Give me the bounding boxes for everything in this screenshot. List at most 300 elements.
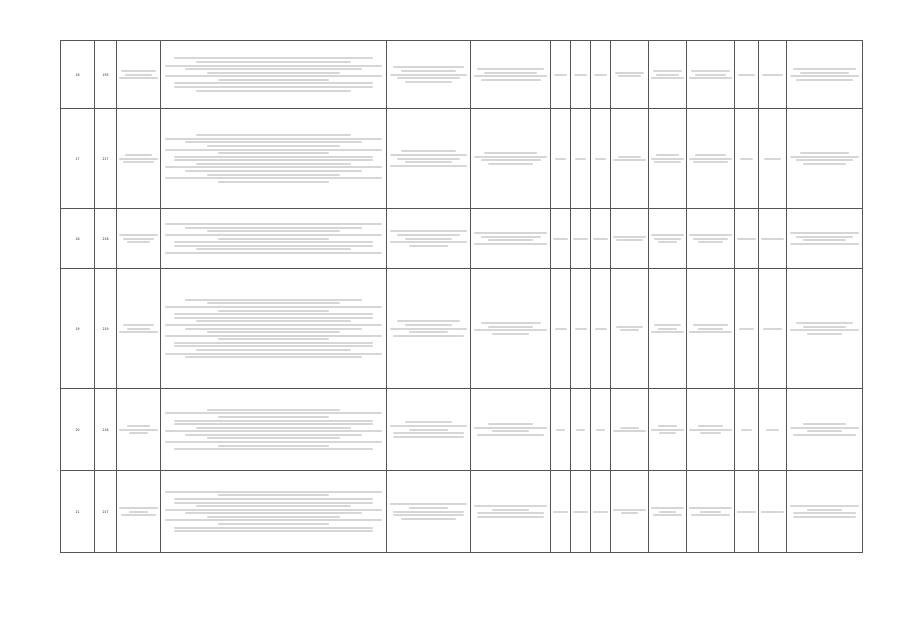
carrier-info <box>787 389 863 471</box>
illegible-text-line <box>174 241 373 243</box>
row-number <box>61 41 95 109</box>
route-length <box>551 109 571 209</box>
illegible-text-line <box>174 448 373 450</box>
illegible-text-line <box>803 423 846 425</box>
illegible-text-line <box>618 156 641 158</box>
stops-back <box>471 209 551 269</box>
tariff-type <box>649 471 687 553</box>
illegible-text-line <box>474 156 548 158</box>
illegible-text-line <box>474 232 548 234</box>
illegible-text-line <box>477 434 545 436</box>
boarding-order <box>611 471 649 553</box>
stops-forward <box>387 471 471 553</box>
illegible-text-line <box>174 245 373 247</box>
illegible-text-line <box>207 409 340 411</box>
illegible-text-line <box>174 498 373 500</box>
stops-back <box>471 471 551 553</box>
registration-number <box>95 41 117 109</box>
illegible-text-line <box>689 234 731 236</box>
illegible-text-line <box>207 145 340 147</box>
illegible-text-line <box>651 77 683 79</box>
illegible-text-line <box>405 161 452 163</box>
illegible-text-line <box>196 427 351 429</box>
vehicle-count <box>735 209 759 269</box>
registration-number <box>95 109 117 209</box>
illegible-text-line <box>651 507 683 509</box>
illegible-text-line <box>165 430 382 432</box>
illegible-text-line <box>207 230 340 232</box>
illegible-text-line <box>620 427 640 429</box>
illegible-text-line <box>793 512 857 514</box>
illegible-text-line <box>763 328 781 330</box>
row-number-text: 19 <box>75 326 80 331</box>
illegible-text-line <box>185 434 362 436</box>
registration-number <box>95 389 117 471</box>
table-row <box>61 389 863 471</box>
illegible-text-line <box>119 77 157 79</box>
route-length <box>551 389 571 471</box>
illegible-text-line <box>174 345 373 347</box>
illegible-text-line <box>196 505 351 507</box>
vehicle-class <box>687 269 735 389</box>
illegible-text-line <box>409 331 449 333</box>
illegible-text-line <box>393 432 464 434</box>
illegible-text-line <box>196 61 351 63</box>
illegible-text-line <box>738 74 755 76</box>
illegible-text-line <box>405 238 452 240</box>
table-body <box>61 41 863 553</box>
route-interval <box>591 109 611 209</box>
boarding-order <box>611 209 649 269</box>
illegible-text-line <box>165 177 382 179</box>
illegible-text-line <box>218 310 329 312</box>
illegible-text-line <box>218 523 329 525</box>
illegible-text-line <box>405 421 452 423</box>
illegible-text-line <box>556 429 565 431</box>
illegible-text-line <box>613 236 645 238</box>
illegible-text-line <box>196 163 351 165</box>
illegible-text-line <box>474 505 548 507</box>
illegible-text-line <box>123 161 154 163</box>
route-name <box>117 41 161 109</box>
row-number <box>61 109 95 209</box>
illegible-text-line <box>595 328 607 330</box>
route-name <box>117 471 161 553</box>
illegible-text-line <box>793 516 857 518</box>
illegible-text-line <box>174 317 373 319</box>
illegible-text-line <box>659 432 676 434</box>
illegible-text-line <box>390 241 467 243</box>
illegible-text-line <box>185 227 362 229</box>
illegible-text-line <box>593 511 608 513</box>
illegible-text-line <box>484 72 537 74</box>
illegible-text-line <box>401 150 456 152</box>
illegible-text-line <box>207 516 340 518</box>
illegible-text-line <box>185 141 362 143</box>
illegible-text-line <box>174 156 373 158</box>
illegible-text-line <box>185 328 362 330</box>
illegible-text-line <box>800 152 850 154</box>
illegible-text-line <box>174 313 373 315</box>
illegible-text-line <box>474 243 548 245</box>
illegible-text-line <box>616 239 642 241</box>
illegible-text-line <box>393 335 464 337</box>
illegible-text-line <box>119 429 157 431</box>
illegible-text-line <box>796 79 853 81</box>
registration-number-text: 217 <box>102 156 109 161</box>
illegible-text-line <box>658 328 678 330</box>
route-name <box>117 269 161 389</box>
route-time <box>571 389 591 471</box>
illegible-text-line <box>737 511 756 513</box>
illegible-text-line <box>654 238 680 240</box>
illegible-text-line <box>218 181 329 183</box>
registration-number <box>95 471 117 553</box>
illegible-text-line <box>207 174 340 176</box>
illegible-text-line <box>595 158 606 160</box>
vehicle-count <box>735 41 759 109</box>
illegible-text-line <box>119 331 157 333</box>
illegible-text-line <box>689 331 731 333</box>
illegible-text-line <box>185 512 362 514</box>
carrier-info <box>787 471 863 553</box>
illegible-text-line <box>165 509 382 511</box>
illegible-text-line <box>613 159 645 161</box>
illegible-text-line <box>762 74 783 76</box>
route-time <box>571 269 591 389</box>
vehicle-class <box>687 109 735 209</box>
illegible-text-line <box>165 75 382 77</box>
illegible-text-line <box>477 516 545 518</box>
row-number-text: 20 <box>75 427 80 432</box>
illegible-text-line <box>390 503 467 505</box>
row-number-text: 18 <box>75 236 80 241</box>
route-name <box>117 209 161 269</box>
route-time <box>571 109 591 209</box>
illegible-text-line <box>405 81 452 83</box>
illegible-text-line <box>218 494 329 496</box>
illegible-text-line <box>165 519 382 521</box>
route-interval <box>591 41 611 109</box>
illegible-text-line <box>593 238 608 240</box>
table-row <box>61 41 863 109</box>
illegible-text-line <box>397 77 460 79</box>
illegible-text-line <box>555 328 567 330</box>
illegible-text-line <box>185 170 362 172</box>
illegible-text-line <box>492 333 530 335</box>
illegible-text-line <box>689 507 731 509</box>
tariff-type <box>649 269 687 389</box>
illegible-text-line <box>174 502 373 504</box>
route-name <box>117 109 161 209</box>
illegible-text-line <box>405 324 452 326</box>
illegible-text-line <box>695 74 725 76</box>
illegible-text-line <box>695 154 725 156</box>
illegible-text-line <box>218 416 329 418</box>
row-number <box>61 471 95 553</box>
route-interval <box>591 269 611 389</box>
illegible-text-line <box>555 158 566 160</box>
illegible-text-line <box>689 158 731 160</box>
illegible-text-line <box>196 320 351 322</box>
illegible-text-line <box>488 239 533 241</box>
illegible-text-line <box>218 238 329 240</box>
illegible-text-line <box>700 511 722 513</box>
illegible-text-line <box>123 324 154 326</box>
row-number <box>61 269 95 389</box>
illegible-text-line <box>390 154 467 156</box>
illegible-text-line <box>484 152 537 154</box>
illegible-text-line <box>119 507 157 509</box>
illegible-text-line <box>218 79 329 81</box>
illegible-text-line <box>165 353 382 355</box>
illegible-text-line <box>803 239 846 241</box>
illegible-text-line <box>576 429 585 431</box>
route-interval <box>591 209 611 269</box>
carrier-info <box>787 209 863 269</box>
table-row <box>61 109 863 209</box>
illegible-text-line <box>393 66 464 68</box>
illegible-text-line <box>761 238 784 240</box>
illegible-text-line <box>790 505 860 507</box>
stops-forward <box>387 209 471 269</box>
illegible-text-line <box>121 70 156 72</box>
illegible-text-line <box>174 420 373 422</box>
illegible-text-line <box>165 149 382 151</box>
illegible-text-line <box>174 530 373 532</box>
illegible-text-line <box>165 335 382 337</box>
illegible-text-line <box>481 236 541 238</box>
illegible-text-line <box>488 326 533 328</box>
illegible-text-line <box>741 429 752 431</box>
registration-number-text: 216 <box>102 427 109 432</box>
illegible-text-line <box>123 238 154 240</box>
illegible-text-line <box>196 349 351 351</box>
boarding-order <box>611 41 649 109</box>
illegible-text-line <box>125 154 152 156</box>
illegible-text-line <box>796 236 853 238</box>
illegible-text-line <box>803 163 846 165</box>
illegible-text-line <box>739 328 754 330</box>
illegible-text-line <box>174 57 373 59</box>
row-number <box>61 209 95 269</box>
illegible-text-line <box>174 86 373 88</box>
tariff-type <box>649 109 687 209</box>
illegible-text-line <box>127 425 150 427</box>
stops-forward <box>387 109 471 209</box>
illegible-text-line <box>790 156 860 158</box>
illegible-text-line <box>165 412 382 414</box>
illegible-text-line <box>613 430 645 432</box>
illegible-text-line <box>659 511 676 513</box>
illegible-text-line <box>492 509 530 511</box>
illegible-text-line <box>740 158 753 160</box>
illegible-text-line <box>165 324 382 326</box>
illegible-text-line <box>737 238 756 240</box>
illegible-text-line <box>185 68 362 70</box>
illegible-text-line <box>393 514 464 516</box>
illegible-text-line <box>573 238 588 240</box>
illegible-text-line <box>196 134 351 136</box>
illegible-text-line <box>596 429 605 431</box>
illegible-text-line <box>651 158 683 160</box>
illegible-text-line <box>207 331 340 333</box>
illegible-text-line <box>397 234 460 236</box>
start-date <box>759 471 787 553</box>
illegible-text-line <box>174 82 373 84</box>
stops-back <box>471 389 551 471</box>
carrier-info <box>787 109 863 209</box>
stops-forward <box>387 389 471 471</box>
illegible-text-line <box>553 238 568 240</box>
start-date <box>759 389 787 471</box>
table-row <box>61 471 863 553</box>
illegible-text-line <box>174 423 373 425</box>
illegible-text-line <box>573 511 588 513</box>
route-path <box>161 209 387 269</box>
illegible-text-line <box>574 74 588 76</box>
illegible-text-line <box>689 77 731 79</box>
illegible-text-line <box>390 74 467 76</box>
row-number-text: 16 <box>75 72 80 77</box>
illegible-text-line <box>401 70 456 72</box>
registration-number-text: 217 <box>102 509 109 514</box>
illegible-text-line <box>698 241 724 243</box>
illegible-text-line <box>653 514 683 516</box>
illegible-text-line <box>796 322 853 324</box>
illegible-text-line <box>656 74 679 76</box>
illegible-text-line <box>207 437 340 439</box>
illegible-text-line <box>165 441 382 443</box>
registration-number-text: 218 <box>102 236 109 241</box>
route-length <box>551 269 571 389</box>
illegible-text-line <box>409 429 449 431</box>
illegible-text-line <box>127 328 150 330</box>
illegible-text-line <box>165 166 382 168</box>
illegible-text-line <box>790 75 860 77</box>
illegible-text-line <box>698 425 724 427</box>
illegible-text-line <box>693 238 727 240</box>
illegible-text-line <box>658 241 678 243</box>
illegible-text-line <box>125 74 152 76</box>
illegible-text-line <box>196 90 351 92</box>
illegible-text-line <box>764 158 780 160</box>
illegible-text-line <box>393 436 464 438</box>
route-name <box>117 389 161 471</box>
row-number <box>61 389 95 471</box>
illegible-text-line <box>174 527 373 529</box>
illegible-text-line <box>554 74 568 76</box>
illegible-text-line <box>165 234 382 236</box>
illegible-text-line <box>615 72 645 74</box>
illegible-text-line <box>693 324 727 326</box>
illegible-text-line <box>594 74 608 76</box>
illegible-text-line <box>185 299 362 301</box>
illegible-text-line <box>651 429 683 431</box>
stops-back <box>471 109 551 209</box>
illegible-text-line <box>654 161 680 163</box>
tariff-type <box>649 41 687 109</box>
stops-back <box>471 41 551 109</box>
illegible-text-line <box>196 248 351 250</box>
route-path <box>161 109 387 209</box>
illegible-text-line <box>390 328 467 330</box>
illegible-text-line <box>488 423 533 425</box>
illegible-text-line <box>790 427 860 429</box>
illegible-text-line <box>129 432 149 434</box>
illegible-text-line <box>807 430 843 432</box>
route-time <box>571 209 591 269</box>
registration-number <box>95 269 117 389</box>
illegible-text-line <box>651 234 683 236</box>
start-date <box>759 209 787 269</box>
route-path <box>161 471 387 553</box>
illegible-text-line <box>761 511 784 513</box>
illegible-text-line <box>474 329 548 331</box>
illegible-text-line <box>575 158 586 160</box>
route-interval <box>591 471 611 553</box>
illegible-text-line <box>790 329 860 331</box>
row-number-text: 17 <box>75 156 80 161</box>
illegible-text-line <box>693 161 727 163</box>
route-time <box>571 41 591 109</box>
stops-back <box>471 269 551 389</box>
illegible-text-line <box>691 514 730 516</box>
illegible-text-line <box>165 306 382 308</box>
illegible-text-line <box>207 72 340 74</box>
illegible-text-line <box>119 234 157 236</box>
illegible-text-line <box>698 328 724 330</box>
illegible-text-line <box>481 322 541 324</box>
illegible-text-line <box>390 230 467 232</box>
registration-number <box>95 209 117 269</box>
carrier-info <box>787 41 863 109</box>
vehicle-count <box>735 471 759 553</box>
vehicle-count <box>735 269 759 389</box>
stops-forward <box>387 41 471 109</box>
illegible-text-line <box>393 511 464 513</box>
illegible-text-line <box>474 75 548 77</box>
illegible-text-line <box>807 509 843 511</box>
illegible-text-line <box>807 333 843 335</box>
start-date <box>759 109 787 209</box>
route-path <box>161 41 387 109</box>
illegible-text-line <box>409 245 449 247</box>
table-row <box>61 269 863 389</box>
illegible-text-line <box>477 512 545 514</box>
illegible-text-line <box>218 445 329 447</box>
illegible-text-line <box>800 72 850 74</box>
illegible-text-line <box>803 326 846 328</box>
vehicle-count <box>735 109 759 209</box>
route-path <box>161 269 387 389</box>
illegible-text-line <box>689 429 731 431</box>
illegible-text-line <box>654 324 680 326</box>
route-length <box>551 41 571 109</box>
start-date <box>759 41 787 109</box>
illegible-text-line <box>165 138 382 140</box>
table-row <box>61 209 863 269</box>
illegible-text-line <box>174 159 373 161</box>
illegible-text-line <box>397 320 460 322</box>
vehicle-count <box>735 389 759 471</box>
illegible-text-line <box>477 68 545 70</box>
illegible-text-line <box>613 509 645 511</box>
illegible-text-line <box>656 154 679 156</box>
tariff-type <box>649 389 687 471</box>
illegible-text-line <box>409 507 449 509</box>
vehicle-class <box>687 209 735 269</box>
